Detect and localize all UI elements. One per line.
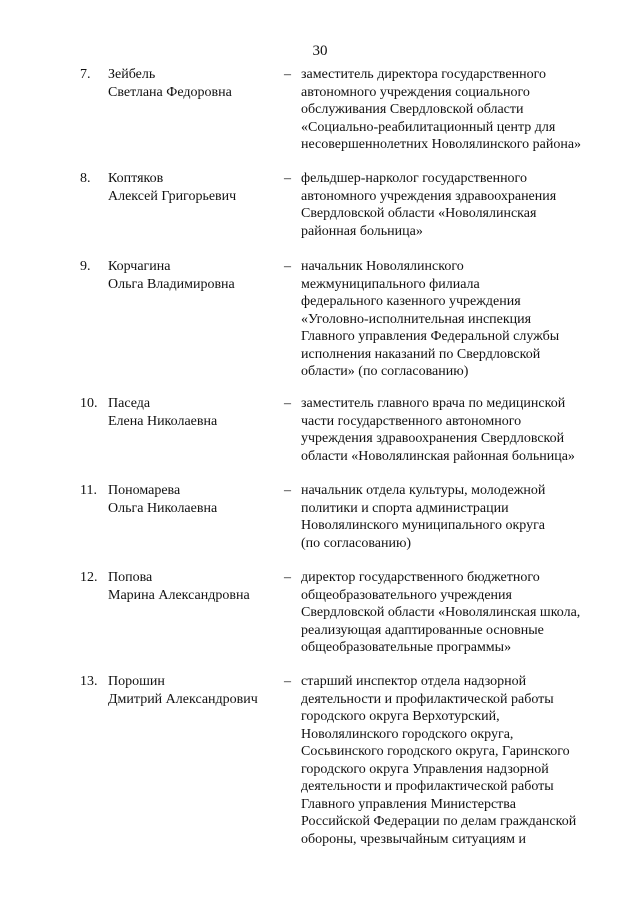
dash-separator: – bbox=[284, 570, 291, 585]
dash-separator: – bbox=[284, 259, 291, 274]
description-line: фельдшер-нарколог государственного bbox=[301, 171, 527, 186]
surname: Корчагина bbox=[108, 259, 171, 274]
dash-separator: – bbox=[284, 483, 291, 498]
description-line: Новолялинского городского округа, bbox=[301, 726, 514, 742]
dash-separator: – bbox=[284, 171, 291, 186]
description-line: Главного управления Министерства bbox=[301, 796, 516, 812]
person-name bbox=[108, 66, 280, 101]
person-name bbox=[108, 258, 280, 293]
description-line: начальник Новолялинского bbox=[301, 259, 464, 274]
given-names: Марина Александровна bbox=[108, 587, 250, 603]
dash-separator: – bbox=[284, 396, 291, 411]
description-line: обороны, чрезвычайным ситуациям и bbox=[301, 831, 526, 847]
position-description bbox=[301, 673, 611, 848]
position-description bbox=[301, 66, 611, 154]
description-line: межмуниципального филиала bbox=[301, 276, 480, 292]
description-line: автономного учреждения социального bbox=[301, 84, 530, 100]
surname: Пономарева bbox=[108, 483, 181, 498]
page-number: 30 bbox=[312, 43, 328, 59]
description-line: деятельности и профилактической работы bbox=[301, 779, 554, 794]
description-line: реализующая адаптированные основные bbox=[301, 622, 544, 638]
given-names: Дмитрий Александрович bbox=[108, 691, 258, 707]
surname: Попова bbox=[108, 570, 153, 585]
person-name bbox=[108, 482, 280, 517]
description-line: директор государственного бюджетного bbox=[301, 570, 540, 585]
description-line: общеобразовательные программы» bbox=[301, 640, 512, 655]
item-number: 10. bbox=[80, 396, 98, 411]
surname: Зейбель bbox=[108, 67, 156, 82]
item-number: 13. bbox=[80, 674, 98, 689]
description-line: политики и спорта администрации bbox=[301, 500, 509, 516]
given-names: Ольга Николаевна bbox=[108, 500, 218, 516]
item-number: 11. bbox=[80, 483, 97, 498]
description-line: старший инспектор отдела надзорной bbox=[301, 674, 527, 689]
dash-separator: – bbox=[284, 674, 291, 689]
surname: Паседа bbox=[108, 396, 151, 411]
description-line: части государственного автономного bbox=[301, 413, 522, 429]
description-line: городского округа Управления надзорной bbox=[301, 761, 549, 777]
item-number: 7. bbox=[80, 67, 91, 82]
description-line: начальник отдела культуры, молодежной bbox=[301, 483, 546, 498]
description-line: заместитель главного врача по медицинской bbox=[301, 396, 566, 411]
description-line: общеобразовательного учреждения bbox=[301, 587, 512, 603]
position-description bbox=[301, 482, 611, 552]
description-line: исполнения наказаний по Свердловской bbox=[301, 346, 541, 362]
description-line: Свердловской области «Новолялинская школа, bbox=[301, 605, 581, 620]
description-line: учреждения здравоохранения Свердловской bbox=[301, 431, 565, 446]
given-names: Елена Николаевна bbox=[108, 413, 218, 429]
description-line: области» (по согласованию) bbox=[301, 364, 469, 379]
description-line: Сосьвинского городского округа, Гаринского bbox=[301, 744, 570, 759]
surname: Коптяков bbox=[108, 171, 164, 186]
given-names: Алексей Григорьевич bbox=[108, 188, 237, 204]
description-line: несовершеннолетних Новолялинского района» bbox=[301, 137, 582, 152]
description-line: автономного учреждения здравоохранения bbox=[301, 188, 557, 204]
description-line: городского округа Верхотурский, bbox=[301, 709, 500, 724]
dash-separator: – bbox=[284, 67, 291, 82]
description-line: области «Новолялинская районная больница» bbox=[301, 448, 575, 464]
description-line: Свердловской области «Новолялинская bbox=[301, 206, 537, 221]
description-line: (по согласованию) bbox=[301, 535, 412, 551]
description-line: «Уголовно-исполнительная инспекция bbox=[301, 311, 532, 327]
person-name bbox=[108, 170, 280, 205]
description-line: деятельности и профилактической работы bbox=[301, 691, 554, 707]
surname: Порошин bbox=[108, 674, 165, 689]
given-names: Ольга Владимировна bbox=[108, 276, 235, 292]
person-name bbox=[108, 673, 280, 708]
position-description bbox=[301, 395, 611, 465]
description-line: заместитель директора государственного bbox=[301, 67, 546, 82]
description-line: Российской Федерации по делам гражданской bbox=[301, 814, 577, 829]
person-name bbox=[108, 569, 280, 604]
item-number: 9. bbox=[80, 259, 91, 274]
item-number: 8. bbox=[80, 171, 91, 186]
description-line: Главного управления Федеральной службы bbox=[301, 329, 560, 344]
person-name bbox=[108, 395, 280, 430]
position-description bbox=[301, 569, 611, 657]
description-line: Новолялинского муниципального округа bbox=[301, 518, 546, 533]
given-names: Светлана Федоровна bbox=[108, 84, 232, 100]
position-description bbox=[301, 170, 611, 240]
description-line: «Социально-реабилитационный центр для bbox=[301, 119, 556, 135]
description-line: районная больница» bbox=[301, 223, 423, 239]
item-number: 12. bbox=[80, 570, 98, 585]
description-line: федерального казенного учреждения bbox=[301, 294, 521, 309]
position-description bbox=[301, 258, 611, 381]
description-line: обслуживания Свердловской области bbox=[301, 102, 524, 117]
